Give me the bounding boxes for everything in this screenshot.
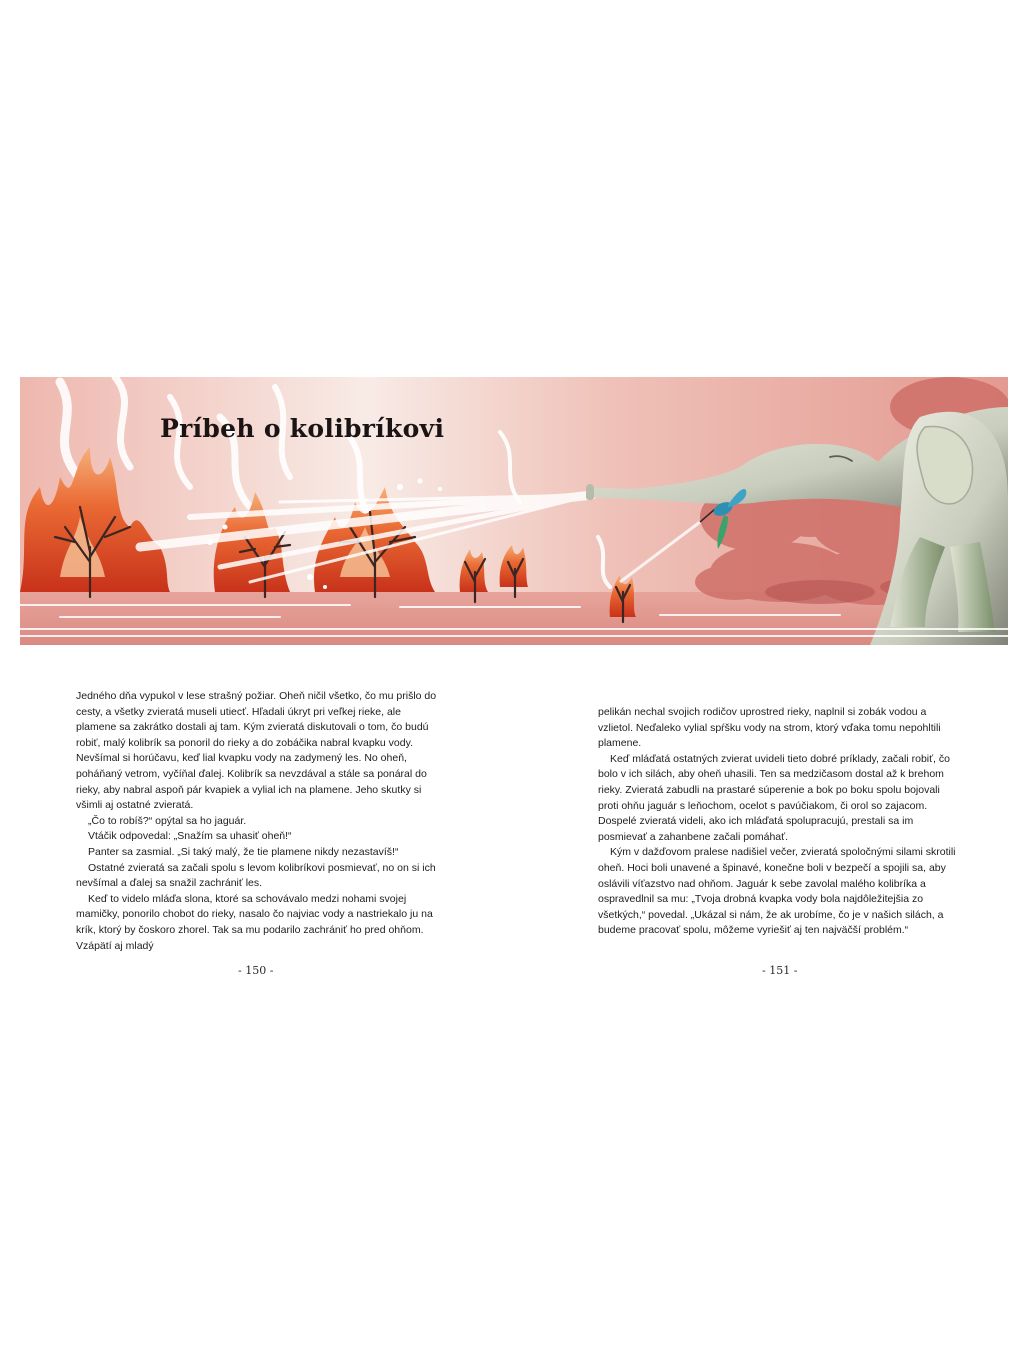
- page-number-right: - 151 -: [762, 964, 798, 977]
- paragraph: Kým v dažďovom pralese nadišiel večer, zvieratá spoločnými silami skrotili oheň. Hoci boli unavené a špinavé, konečne boli v bezpečí a spojili sa, aby oslávili víťazstvo nad ohňom. Jaguár k sebe zavolal malého kolibríka a ospravedlnil sa mu: „Tvoja drobná kvapka vody bola najdôležitejšia zo všetkých,“ povedal. „Ukázal si nám, že ak urobíme, čo je v našich silách, a budeme pracovať spolu, môžeme vyriešiť aj ten najväčší problém.“: [598, 846, 956, 937]
- paragraph: Panter sa zasmial. „Si taký malý, že tie plamene nikdy nezastavíš!“: [88, 845, 399, 858]
- paragraph: Ostatné zvieratá sa začali spolu s levom kolibríkovi posmievať, no on si ich nevšímal a ďalej sa snažil zachrániť les.: [76, 861, 436, 890]
- page-number-left: - 150 -: [238, 964, 274, 977]
- paragraph: Vtáčik odpovedal: „Snažím sa uhasiť oheň!“: [88, 830, 292, 843]
- right-page-text: [598, 705, 960, 939]
- paragraph: „Čo to robíš?“ opýtal sa ho jaguár.: [88, 814, 247, 827]
- paragraph: Jedného dňa vypukol v lese strašný požiar. Oheň ničil všetko, čo mu prišlo do cesty, a všetky zvieratá museli utiecť. Hľadali úkryt pri veľkej rieke, ale plamene sa zakrátko dostali aj tam. Kým zvieratá diskutovali o tom, čo budú robiť, malý kolibrík sa ponoril do rieky a do zobáčika nabral kvapku vody. Nevšímal si horúčavu, keď lial kvapku vody na zadymený les. No oheň, poháňaný vetrom, vyčíňal ďalej. Kolibrík sa nevzdával a stále sa ponáral do rieky, aby nabral aspoň pár kvapiek a vylial ich na plamene. Jeho skutky si všimli aj ostatné zvieratá.: [76, 690, 437, 812]
- paragraph: Keď to videlo mláďa slona, ktoré sa schovávalo medzi nohami svojej mamičky, ponorilo chobot do rieky, nasalo čo najviac vody a nastriekalo ju na krík, ktorý by čoskoro zhorel. Tak sa mu podarilo zachrániť ho pred ohňom. Vzápätí aj mladý: [76, 892, 433, 952]
- paragraph: pelikán nechal svojich rodičov uprostred rieky, naplnil si zobák vodou a vzlietol. Neďaleko vylial spŕšku vody na strom, ktorý vďaka tomu nepohltili plamene.: [598, 706, 941, 750]
- story-title: Príbeh o kolibríkovi: [160, 414, 445, 443]
- paragraph: Keď mláďatá ostatných zvierat uvideli tieto dobré príklady, začali robiť, čo bolo v ich silách, aby oheň uhasili. Ten sa medzičasom dostal až k brehom rieky. Zvieratá zabudli na prastaré súperenie a bok po boku spolu bojovali proti ohňu jaguár s leňochom, ocelot s pavúčiakom, či orol so zajacom. Dospelé zvieratá videli, ako ich mláďatá spolupracujú, prestali sa im posmievať a zahanbene začali pomáhať.: [598, 752, 950, 843]
- left-page-text: [76, 689, 438, 954]
